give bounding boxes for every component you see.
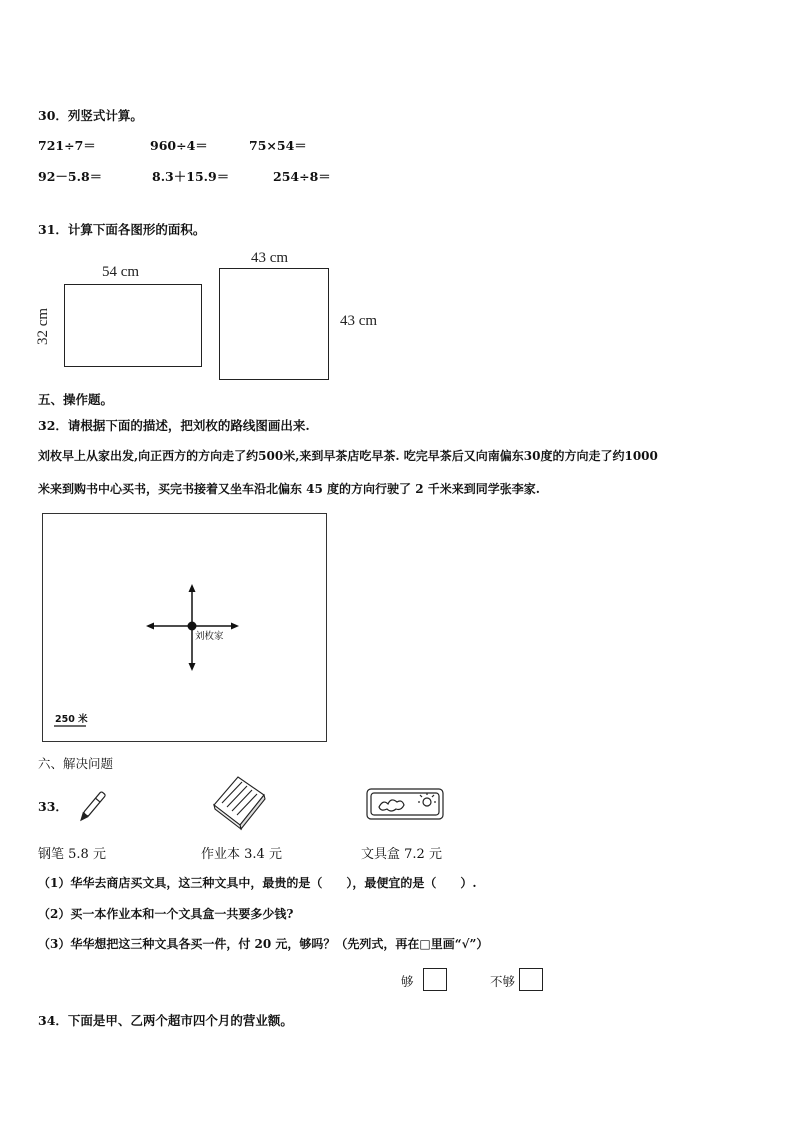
q32-heading: 32．请根据下面的描述，把刘枚的路线图画出来. xyxy=(38,418,310,433)
square-side-label: 43 cm xyxy=(340,313,378,329)
rectangle-figure xyxy=(64,284,202,367)
q30-expr-1: 721÷7＝ xyxy=(38,138,96,153)
enough-label: 够 xyxy=(401,974,414,989)
q32-description-line-1: 刘枚早上从家出发,向正西方的方向走了约500米,来到早茶店吃早茶. 吃完早茶后又向南偏东30度的方向走了约1000 xyxy=(38,449,658,463)
q33-sub-question-3: （3）华华想把这三种文具各买一件，付 20 元，够吗？（先列式，再在□里画“√”） xyxy=(38,937,489,951)
q30-expr-4: 92－5.8＝ xyxy=(38,169,103,184)
q30-heading: 30．列竖式计算。 xyxy=(38,108,143,123)
q32-description-line-2: 米来到购书中心买书，买完书接着又坐车沿北偏东 45 度的方向行驶了 2 千米来到同学张李家. xyxy=(38,482,540,496)
section-five-title: 五、操作题。 xyxy=(38,392,114,407)
q30-expr-2: 960÷4＝ xyxy=(150,138,208,153)
square-figure xyxy=(219,268,329,380)
notebook-price-label: 作业本 3.4 元 xyxy=(201,847,282,862)
pen-price-label: 钢笔 5.8 元 xyxy=(38,847,106,862)
q30-expr-5: 8.3＋15.9＝ xyxy=(152,169,230,184)
q30-expr-3: 75×54＝ xyxy=(249,138,307,153)
q33-sub-question-1: （1）华华去商店买文具，这三种文具中，最贵的是（ ），最便宜的是（ ）. xyxy=(38,876,477,890)
q34-heading: 34．下面是甲、乙两个超市四个月的营业额。 xyxy=(38,1013,293,1028)
q33-sub-question-2: （2）买一本作业本和一个文具盒一共要多少钱? xyxy=(38,907,294,921)
q30-expr-6: 254÷8＝ xyxy=(273,169,331,184)
not-enough-label: 不够 xyxy=(490,974,516,989)
section-six-title: 六、解决问题 xyxy=(38,756,114,771)
compass-cross xyxy=(43,514,326,741)
scale-label: 250 米 xyxy=(55,714,88,725)
rect-height-label: 32 cm xyxy=(35,307,52,346)
rect-width-label: 54 cm xyxy=(102,264,140,280)
notebook-icon xyxy=(208,773,268,833)
pencil-case-icon xyxy=(365,785,447,827)
square-top-label: 43 cm xyxy=(251,250,289,266)
pencil-case-price-label: 文具盒 7.2 元 xyxy=(361,847,442,862)
not-enough-checkbox[interactable] xyxy=(519,968,543,991)
pen-icon xyxy=(77,787,107,827)
home-label: 刘枚家 xyxy=(195,631,224,642)
enough-checkbox[interactable] xyxy=(423,968,447,991)
q33-number: 33． xyxy=(38,799,68,814)
q31-heading: 31．计算下面各图形的面积。 xyxy=(38,222,206,237)
route-map-area[interactable] xyxy=(42,513,327,742)
